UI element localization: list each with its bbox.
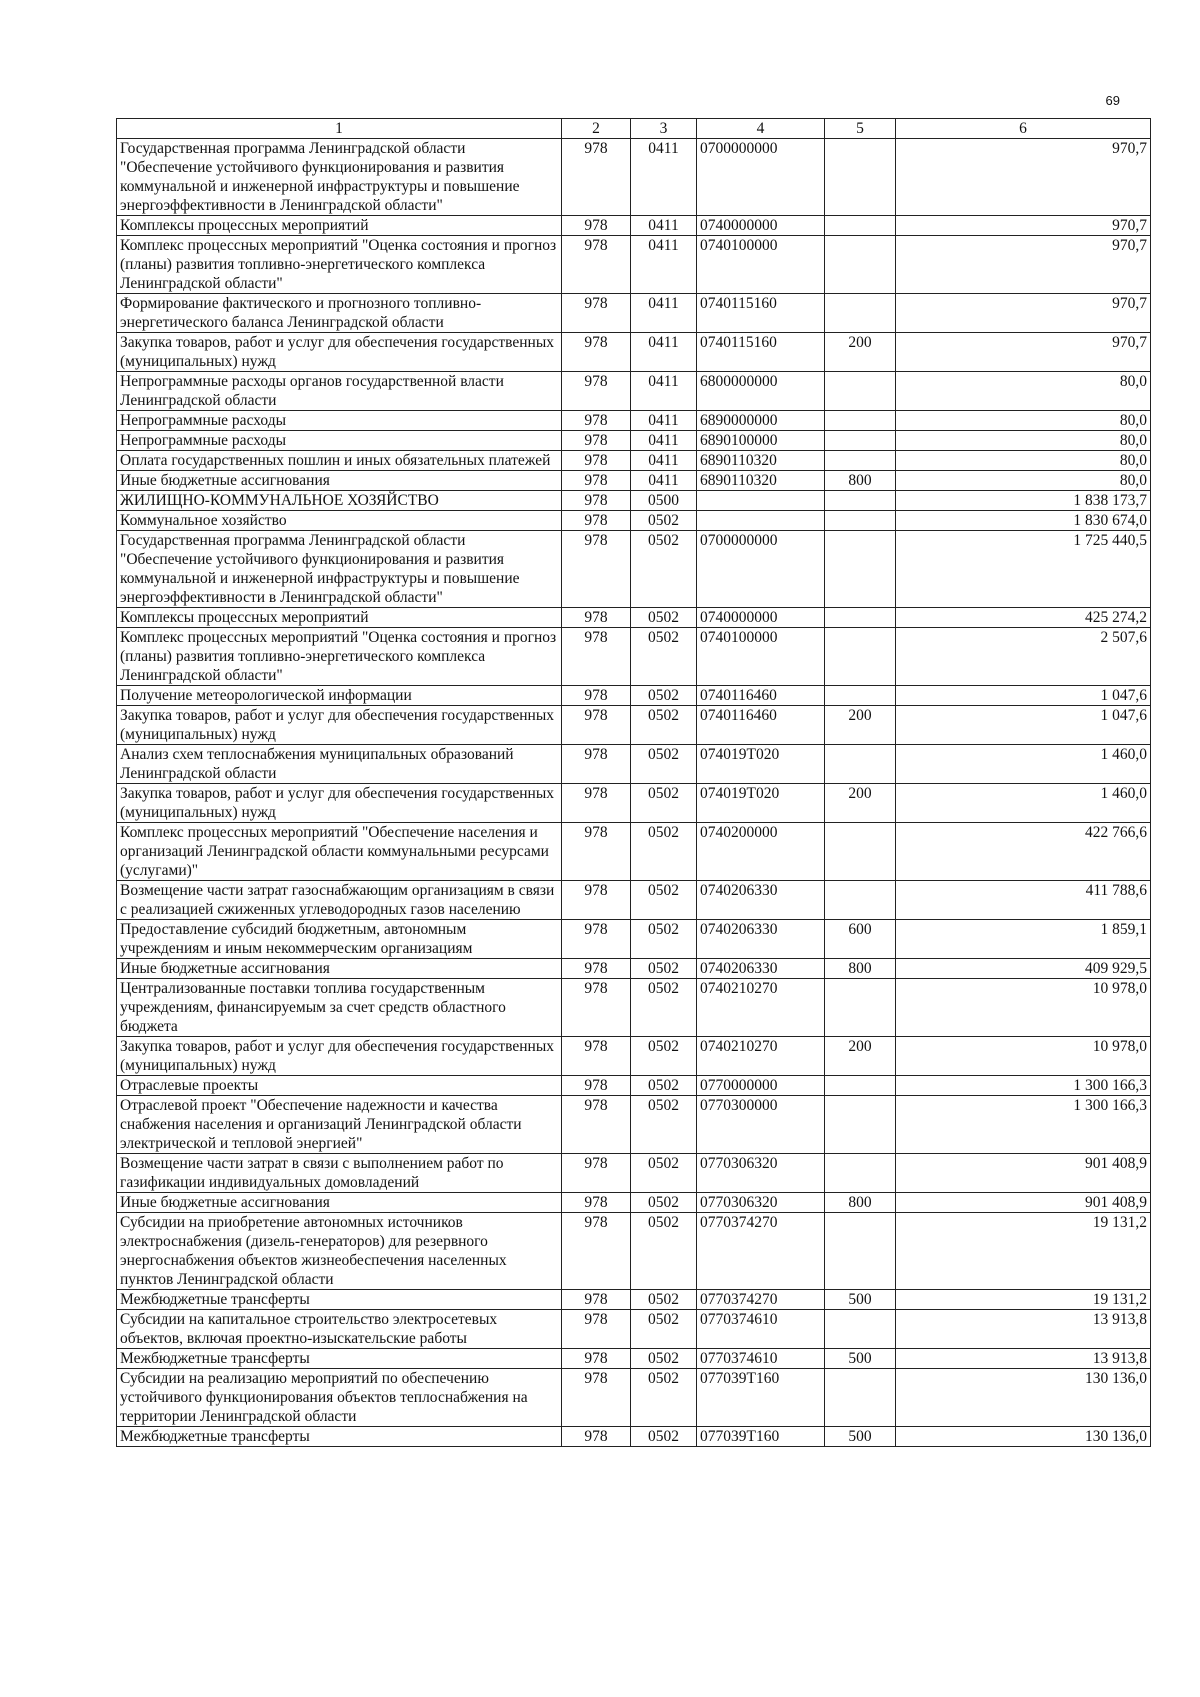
- admin-code-cell: 978: [562, 784, 631, 823]
- expense-type-cell: [825, 531, 896, 608]
- admin-code-cell: 978: [562, 1369, 631, 1427]
- table-row: [117, 881, 1151, 920]
- row-name-cell: Закупка товаров, работ и услуг для обеспечения государственных (муниципальных) нужд: [117, 784, 562, 823]
- expense-type-cell: [825, 216, 896, 236]
- row-name-cell: Субсидии на капитальное строительство электросетевых объектов, включая проектно-изыскательские работы: [117, 1310, 562, 1349]
- table-row: [117, 628, 1151, 686]
- admin-code-cell: 978: [562, 1310, 631, 1349]
- admin-code-cell: 978: [562, 411, 631, 431]
- amount-cell: 970,7: [896, 139, 1151, 216]
- amount-cell: 901 408,9: [896, 1154, 1151, 1193]
- amount-cell: 19 131,2: [896, 1290, 1151, 1310]
- section-code-cell: 0411: [631, 372, 697, 411]
- target-article-cell: 6890110320: [697, 451, 825, 471]
- amount-cell: 19 131,2: [896, 1213, 1151, 1290]
- amount-cell: 80,0: [896, 471, 1151, 491]
- target-article-cell: [697, 511, 825, 531]
- expense-type-cell: [825, 1096, 896, 1154]
- row-name-cell: Межбюджетные трансферты: [117, 1427, 562, 1447]
- section-code-cell: 0411: [631, 236, 697, 294]
- expense-type-cell: 200: [825, 784, 896, 823]
- section-code-cell: 0502: [631, 959, 697, 979]
- amount-cell: 80,0: [896, 372, 1151, 411]
- table-row: [117, 920, 1151, 959]
- row-name-cell: Закупка товаров, работ и услуг для обеспечения государственных (муниципальных) нужд: [117, 333, 562, 372]
- table-row: [117, 451, 1151, 471]
- target-article-cell: 0740115160: [697, 333, 825, 372]
- admin-code-cell: 978: [562, 1193, 631, 1213]
- admin-code-cell: 978: [562, 706, 631, 745]
- expense-type-cell: [825, 236, 896, 294]
- target-article-cell: 077039T160: [697, 1369, 825, 1427]
- section-code-cell: 0502: [631, 784, 697, 823]
- admin-code-cell: 978: [562, 471, 631, 491]
- target-article-cell: 0740000000: [697, 216, 825, 236]
- expense-type-cell: [825, 823, 896, 881]
- amount-cell: 2 507,6: [896, 628, 1151, 686]
- table-row: [117, 686, 1151, 706]
- table-row: [117, 979, 1151, 1037]
- target-article-cell: 0740206330: [697, 920, 825, 959]
- target-article-cell: 074019T020: [697, 784, 825, 823]
- target-article-cell: 0740116460: [697, 706, 825, 745]
- admin-code-cell: 978: [562, 1154, 631, 1193]
- section-code-cell: 0502: [631, 608, 697, 628]
- admin-code-cell: 978: [562, 881, 631, 920]
- section-code-cell: 0502: [631, 686, 697, 706]
- amount-cell: 1 859,1: [896, 920, 1151, 959]
- amount-cell: 13 913,8: [896, 1349, 1151, 1369]
- table-row: [117, 139, 1151, 216]
- admin-code-cell: 978: [562, 1096, 631, 1154]
- expense-type-cell: [825, 1310, 896, 1349]
- section-code-cell: 0411: [631, 333, 697, 372]
- section-code-cell: 0502: [631, 1154, 697, 1193]
- table-body: [117, 139, 1151, 1447]
- target-article-cell: 0740100000: [697, 236, 825, 294]
- target-article-cell: 0740210270: [697, 1037, 825, 1076]
- admin-code-cell: 978: [562, 1427, 631, 1447]
- table-row: [117, 959, 1151, 979]
- section-code-cell: 0502: [631, 1096, 697, 1154]
- expense-type-cell: 500: [825, 1290, 896, 1310]
- table-header-row: [117, 119, 1151, 139]
- admin-code-cell: 978: [562, 294, 631, 333]
- amount-cell: 970,7: [896, 333, 1151, 372]
- section-code-cell: 0502: [631, 745, 697, 784]
- row-name-cell: Иные бюджетные ассигнования: [117, 959, 562, 979]
- section-code-cell: 0502: [631, 706, 697, 745]
- amount-cell: 1 047,6: [896, 706, 1151, 745]
- expense-type-cell: [825, 431, 896, 451]
- target-article-cell: 0740206330: [697, 881, 825, 920]
- section-code-cell: 0502: [631, 979, 697, 1037]
- expense-type-cell: [825, 881, 896, 920]
- target-article-cell: 0700000000: [697, 531, 825, 608]
- table-row: [117, 491, 1151, 511]
- section-code-cell: 0502: [631, 511, 697, 531]
- row-name-cell: Субсидии на реализацию мероприятий по обеспечению устойчивого функционирования объектов теплоснабжения на территории Ленинградской области: [117, 1369, 562, 1427]
- table-row: [117, 411, 1151, 431]
- page-number: 69: [1105, 93, 1120, 108]
- admin-code-cell: 978: [562, 333, 631, 372]
- table-row: [117, 471, 1151, 491]
- amount-cell: 10 978,0: [896, 979, 1151, 1037]
- amount-cell: 411 788,6: [896, 881, 1151, 920]
- amount-cell: 1 830 674,0: [896, 511, 1151, 531]
- table-row: [117, 1427, 1151, 1447]
- target-article-cell: 0740210270: [697, 979, 825, 1037]
- amount-cell: 901 408,9: [896, 1193, 1151, 1213]
- expense-type-cell: [825, 491, 896, 511]
- expense-type-cell: [825, 294, 896, 333]
- row-name-cell: Межбюджетные трансферты: [117, 1290, 562, 1310]
- amount-cell: 1 300 166,3: [896, 1076, 1151, 1096]
- expense-type-cell: [825, 1154, 896, 1193]
- section-code-cell: 0411: [631, 471, 697, 491]
- target-article-cell: [697, 491, 825, 511]
- table-row: [117, 706, 1151, 745]
- target-article-cell: 0740115160: [697, 294, 825, 333]
- section-code-cell: 0502: [631, 1076, 697, 1096]
- amount-cell: 130 136,0: [896, 1427, 1151, 1447]
- section-code-cell: 0502: [631, 628, 697, 686]
- row-name-cell: Иные бюджетные ассигнования: [117, 1193, 562, 1213]
- target-article-cell: 077039T160: [697, 1427, 825, 1447]
- target-article-cell: 0700000000: [697, 139, 825, 216]
- admin-code-cell: 978: [562, 823, 631, 881]
- admin-code-cell: 978: [562, 1290, 631, 1310]
- row-name-cell: Комплексы процессных мероприятий: [117, 608, 562, 628]
- column-header: 3: [631, 119, 697, 139]
- section-code-cell: 0411: [631, 294, 697, 333]
- table-row: [117, 1096, 1151, 1154]
- amount-cell: 130 136,0: [896, 1369, 1151, 1427]
- target-article-cell: 6890110320: [697, 471, 825, 491]
- section-code-cell: 0411: [631, 216, 697, 236]
- admin-code-cell: 978: [562, 1349, 631, 1369]
- expense-type-cell: 200: [825, 706, 896, 745]
- section-code-cell: 0502: [631, 920, 697, 959]
- expense-type-cell: [825, 372, 896, 411]
- row-name-cell: Отраслевые проекты: [117, 1076, 562, 1096]
- admin-code-cell: 978: [562, 236, 631, 294]
- section-code-cell: 0411: [631, 139, 697, 216]
- amount-cell: 1 725 440,5: [896, 531, 1151, 608]
- amount-cell: 409 929,5: [896, 959, 1151, 979]
- expense-type-cell: [825, 745, 896, 784]
- column-header: 4: [697, 119, 825, 139]
- table-row: [117, 511, 1151, 531]
- expense-type-cell: 800: [825, 959, 896, 979]
- admin-code-cell: 978: [562, 451, 631, 471]
- row-name-cell: Непрограммные расходы: [117, 411, 562, 431]
- amount-cell: 10 978,0: [896, 1037, 1151, 1076]
- amount-cell: 80,0: [896, 431, 1151, 451]
- table-row: [117, 333, 1151, 372]
- target-article-cell: 6800000000: [697, 372, 825, 411]
- amount-cell: 80,0: [896, 411, 1151, 431]
- row-name-cell: Оплата государственных пошлин и иных обязательных платежей: [117, 451, 562, 471]
- section-code-cell: 0500: [631, 491, 697, 511]
- row-name-cell: Иные бюджетные ассигнования: [117, 471, 562, 491]
- amount-cell: 1 300 166,3: [896, 1096, 1151, 1154]
- admin-code-cell: 978: [562, 686, 631, 706]
- admin-code-cell: 978: [562, 920, 631, 959]
- admin-code-cell: 978: [562, 745, 631, 784]
- table-row: [117, 1193, 1151, 1213]
- row-name-cell: Коммунальное хозяйство: [117, 511, 562, 531]
- amount-cell: 1 460,0: [896, 745, 1151, 784]
- target-article-cell: 0770000000: [697, 1076, 825, 1096]
- section-code-cell: 0502: [631, 1369, 697, 1427]
- row-name-cell: Анализ схем теплоснабжения муниципальных образований Ленинградской области: [117, 745, 562, 784]
- column-header: 6: [896, 119, 1151, 139]
- column-header: 5: [825, 119, 896, 139]
- target-article-cell: 074019T020: [697, 745, 825, 784]
- table-row: [117, 294, 1151, 333]
- amount-cell: 970,7: [896, 216, 1151, 236]
- target-article-cell: 0740200000: [697, 823, 825, 881]
- amount-cell: 1 460,0: [896, 784, 1151, 823]
- table-row: [117, 745, 1151, 784]
- expense-type-cell: [825, 511, 896, 531]
- row-name-cell: Комплекс процессных мероприятий "Оценка состояния и прогноз (планы) развития топливно-энергетического комплекса Ленинградской области": [117, 236, 562, 294]
- row-name-cell: Межбюджетные трансферты: [117, 1349, 562, 1369]
- expense-type-cell: 200: [825, 1037, 896, 1076]
- section-code-cell: 0502: [631, 1290, 697, 1310]
- row-name-cell: Непрограммные расходы органов государственной власти Ленинградской области: [117, 372, 562, 411]
- admin-code-cell: 978: [562, 979, 631, 1037]
- amount-cell: 970,7: [896, 236, 1151, 294]
- row-name-cell: Комплексы процессных мероприятий: [117, 216, 562, 236]
- target-article-cell: 0740000000: [697, 608, 825, 628]
- target-article-cell: 0740100000: [697, 628, 825, 686]
- section-code-cell: 0502: [631, 1213, 697, 1290]
- section-code-cell: 0502: [631, 1193, 697, 1213]
- table-row: [117, 1310, 1151, 1349]
- section-code-cell: 0502: [631, 1037, 697, 1076]
- row-name-cell: Комплекс процессных мероприятий "Оценка состояния и прогноз (планы) развития топливно-энергетического комплекса Ленинградской области": [117, 628, 562, 686]
- section-code-cell: 0411: [631, 411, 697, 431]
- amount-cell: 425 274,2: [896, 608, 1151, 628]
- expense-type-cell: [825, 686, 896, 706]
- admin-code-cell: 978: [562, 531, 631, 608]
- row-name-cell: Получение метеорологической информации: [117, 686, 562, 706]
- expense-type-cell: [825, 1369, 896, 1427]
- section-code-cell: 0411: [631, 451, 697, 471]
- target-article-cell: 0770374270: [697, 1213, 825, 1290]
- table-row: [117, 784, 1151, 823]
- row-name-cell: Непрограммные расходы: [117, 431, 562, 451]
- amount-cell: 970,7: [896, 294, 1151, 333]
- target-article-cell: 0770374610: [697, 1310, 825, 1349]
- expense-type-cell: [825, 1076, 896, 1096]
- table-row: [117, 1213, 1151, 1290]
- admin-code-cell: 978: [562, 608, 631, 628]
- table-row: [117, 608, 1151, 628]
- expense-type-cell: 800: [825, 471, 896, 491]
- target-article-cell: 0770306320: [697, 1154, 825, 1193]
- table-row: [117, 372, 1151, 411]
- row-name-cell: ЖИЛИЩНО-КОММУНАЛЬНОЕ ХОЗЯЙСТВО: [117, 491, 562, 511]
- table-row: [117, 531, 1151, 608]
- target-article-cell: 6890000000: [697, 411, 825, 431]
- expense-type-cell: [825, 608, 896, 628]
- budget-table: [116, 118, 1151, 1447]
- admin-code-cell: 978: [562, 628, 631, 686]
- table-row: [117, 823, 1151, 881]
- section-code-cell: 0502: [631, 881, 697, 920]
- admin-code-cell: 978: [562, 491, 631, 511]
- section-code-cell: 0411: [631, 431, 697, 451]
- target-article-cell: 6890100000: [697, 431, 825, 451]
- row-name-cell: Государственная программа Ленинградской области "Обеспечение устойчивого функционирования и развития коммунальной и инженерной инфраструктуры и повышение энергоэффективности в Ленинградской области": [117, 531, 562, 608]
- target-article-cell: 0740116460: [697, 686, 825, 706]
- section-code-cell: 0502: [631, 1310, 697, 1349]
- column-header: 2: [562, 119, 631, 139]
- row-name-cell: Закупка товаров, работ и услуг для обеспечения государственных (муниципальных) нужд: [117, 706, 562, 745]
- amount-cell: 1 047,6: [896, 686, 1151, 706]
- section-code-cell: 0502: [631, 1349, 697, 1369]
- amount-cell: 422 766,6: [896, 823, 1151, 881]
- section-code-cell: 0502: [631, 823, 697, 881]
- table-row: [117, 1154, 1151, 1193]
- target-article-cell: 0770300000: [697, 1096, 825, 1154]
- admin-code-cell: 978: [562, 372, 631, 411]
- admin-code-cell: 978: [562, 511, 631, 531]
- table-row: [117, 216, 1151, 236]
- target-article-cell: 0770374610: [697, 1349, 825, 1369]
- row-name-cell: Формирование фактического и прогнозного топливно-энергетического баланса Ленинградской области: [117, 294, 562, 333]
- admin-code-cell: 978: [562, 1076, 631, 1096]
- expense-type-cell: [825, 979, 896, 1037]
- amount-cell: 80,0: [896, 451, 1151, 471]
- target-article-cell: 0770374270: [697, 1290, 825, 1310]
- target-article-cell: 0740206330: [697, 959, 825, 979]
- table-row: [117, 431, 1151, 451]
- expense-type-cell: 600: [825, 920, 896, 959]
- row-name-cell: Закупка товаров, работ и услуг для обеспечения государственных (муниципальных) нужд: [117, 1037, 562, 1076]
- section-code-cell: 0502: [631, 1427, 697, 1447]
- table-row: [117, 1076, 1151, 1096]
- target-article-cell: 0770306320: [697, 1193, 825, 1213]
- admin-code-cell: 978: [562, 1213, 631, 1290]
- row-name-cell: Субсидии на приобретение автономных источников электроснабжения (дизель-генераторов) для резервного энергоснабжения объектов жизнеобеспечения населенных пунктов Ленинградской области: [117, 1213, 562, 1290]
- admin-code-cell: 978: [562, 1037, 631, 1076]
- table-row: [117, 1290, 1151, 1310]
- row-name-cell: Государственная программа Ленинградской области "Обеспечение устойчивого функционирования и развития коммунальной и инженерной инфраструктуры и повышение энергоэффективности в Ленинградской области": [117, 139, 562, 216]
- table-row: [117, 1369, 1151, 1427]
- admin-code-cell: 978: [562, 431, 631, 451]
- table-row: [117, 1037, 1151, 1076]
- column-header: 1: [117, 119, 562, 139]
- row-name-cell: Предоставление субсидий бюджетным, автономным учреждениям и иным некоммерческим организациям: [117, 920, 562, 959]
- expense-type-cell: [825, 451, 896, 471]
- expense-type-cell: [825, 139, 896, 216]
- table-row: [117, 1349, 1151, 1369]
- amount-cell: 13 913,8: [896, 1310, 1151, 1349]
- expense-type-cell: 500: [825, 1427, 896, 1447]
- expense-type-cell: [825, 411, 896, 431]
- table-row: [117, 236, 1151, 294]
- expense-type-cell: 200: [825, 333, 896, 372]
- expense-type-cell: [825, 1213, 896, 1290]
- row-name-cell: Возмещение части затрат в связи с выполнением работ по газификации индивидуальных домовладений: [117, 1154, 562, 1193]
- expense-type-cell: [825, 628, 896, 686]
- admin-code-cell: 978: [562, 959, 631, 979]
- row-name-cell: Отраслевой проект "Обеспечение надежности и качества снабжения населения и организаций Ленинградской области электрической и тепловой энергией": [117, 1096, 562, 1154]
- admin-code-cell: 978: [562, 139, 631, 216]
- admin-code-cell: 978: [562, 216, 631, 236]
- section-code-cell: 0502: [631, 531, 697, 608]
- row-name-cell: Централизованные поставки топлива государственным учреждениям, финансируемым за счет средств областного бюджета: [117, 979, 562, 1037]
- expense-type-cell: 800: [825, 1193, 896, 1213]
- row-name-cell: Возмещение части затрат газоснабжающим организациям в связи с реализацией сжиженных углеводородных газов населению: [117, 881, 562, 920]
- amount-cell: 1 838 173,7: [896, 491, 1151, 511]
- row-name-cell: Комплекс процессных мероприятий "Обеспечение населения и организаций Ленинградской области коммунальными ресурсами (услугами)": [117, 823, 562, 881]
- expense-type-cell: 500: [825, 1349, 896, 1369]
